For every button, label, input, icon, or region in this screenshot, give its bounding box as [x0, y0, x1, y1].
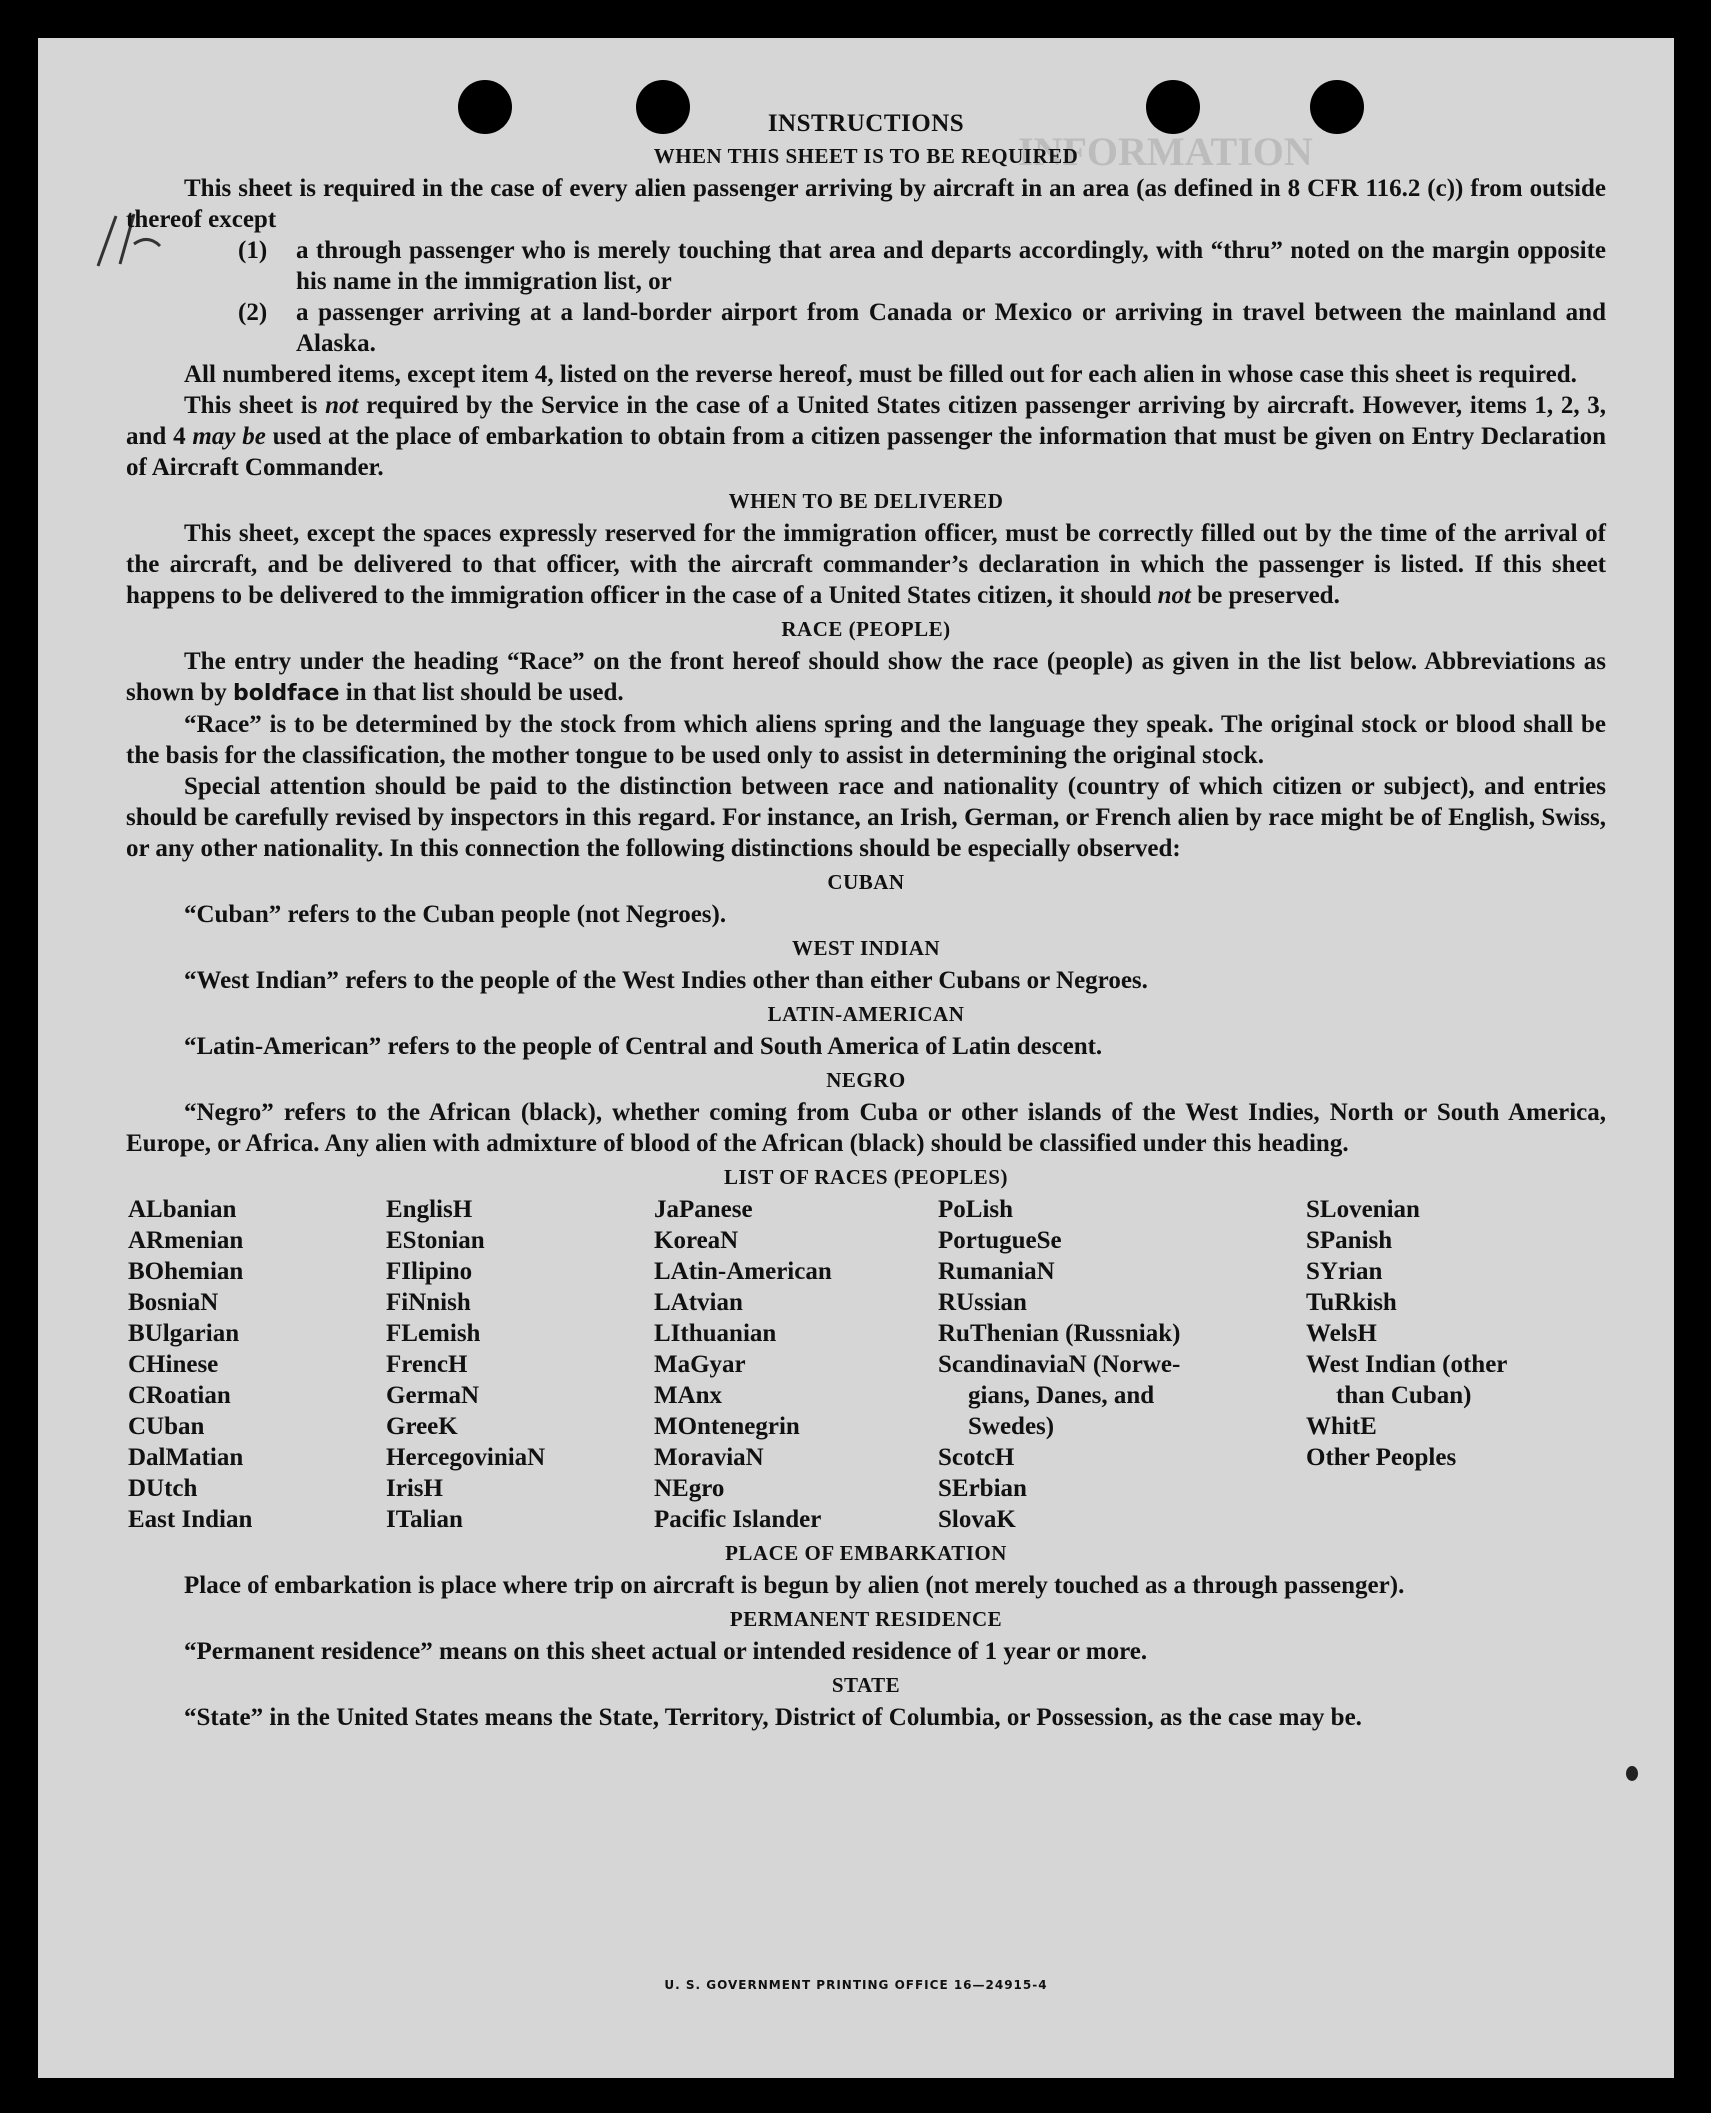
paragraph: “Race” is to be determined by the stock from which aliens spring and the language they speak. The original stock or blood shall be the basis for the classification, the mother tongue to be used only to assist in determining the original stock. — [126, 711, 1606, 769]
race-entry: SErbian — [938, 1475, 1027, 1502]
race-entry: LAtin-American — [654, 1258, 832, 1285]
race-entry: RUssian — [938, 1289, 1027, 1316]
race-entry: HercegoviniaN — [386, 1444, 546, 1471]
race-entry: NEgro — [654, 1475, 725, 1502]
race-entry: DUtch — [128, 1475, 198, 1502]
race-entry: MaGyar — [654, 1351, 746, 1378]
race-entry: CHinese — [128, 1351, 219, 1378]
paragraph: “State” in the United States means the State, Territory, District of Columbia, or Possession, as the case may be. — [184, 1704, 1362, 1731]
item-number: (2) — [238, 299, 268, 326]
bleed-through-text: INFORMATION — [1018, 129, 1313, 174]
paragraph: The entry under the heading “Race” on the front hereof should show the race (people) as given in the list below. Abbreviations as shown by boldface in that list should be used. — [126, 648, 1606, 706]
paragraph: Special attention should be paid to the distinction between race and nationality (country of which citizen or subject), and entries should be carefully revised by inspectors in this regard. For instance, an Irish, German, or French alien by race might be of English, Swiss, or any other nationality. In this connection the following distinctions should be especially observed: — [126, 773, 1606, 862]
race-entry: ALbanian — [128, 1196, 237, 1223]
race-entry: GreeK — [386, 1413, 458, 1440]
race-column — [654, 1194, 938, 1535]
paragraph: “Latin-American” refers to the people of Central and South America of Latin descent. — [184, 1033, 1103, 1060]
race-entry: PoLish — [938, 1196, 1014, 1223]
race-column — [938, 1194, 1306, 1535]
race-entry: SLovenian — [1306, 1196, 1420, 1223]
race-entry: ARmenian — [128, 1227, 244, 1254]
race-entry: gians, Danes, and — [968, 1382, 1155, 1409]
section-heading: WHEN THIS SHEET IS TO BE REQUIRED — [653, 144, 1079, 168]
instructions-content — [126, 110, 1606, 1733]
section-heading: STATE — [831, 1673, 901, 1697]
paragraph: “West Indian” refers to the people of the West Indies other than either Cubans or Negroes. — [184, 967, 1148, 994]
paragraph: “Permanent residence” means on this sheet actual or intended residence of 1 year or more. — [184, 1638, 1148, 1665]
race-entry: FIlipino — [386, 1258, 473, 1285]
section-heading: NEGRO — [826, 1068, 906, 1092]
race-entry: SYrian — [1306, 1258, 1383, 1285]
list-item — [238, 297, 1606, 359]
race-entry: MoraviaN — [654, 1444, 764, 1471]
race-entry: FiNnish — [386, 1289, 471, 1316]
race-entry: SlovaK — [938, 1506, 1016, 1533]
section-heading: WHEN TO BE DELIVERED — [728, 489, 1004, 513]
race-entry: WhitE — [1306, 1413, 1377, 1440]
paragraph: All numbered items, except item 4, listed on the reverse hereof, must be filled out for each alien in whose case this sheet is required. — [184, 361, 1577, 388]
paragraph: “Cuban” refers to the Cuban people (not Negroes). — [184, 901, 727, 928]
race-entry: ScotcH — [938, 1444, 1015, 1471]
item-number: (1) — [238, 237, 268, 264]
race-entry: West Indian (other — [1306, 1351, 1508, 1378]
race-entry: FLemish — [386, 1320, 481, 1347]
race-entry: WelsH — [1306, 1320, 1377, 1347]
paragraph: This sheet is required in the case of every alien passenger arriving by aircraft in an area (as defined in 8 CFR 116.2 (c)) from outside thereof except — [126, 175, 1606, 233]
race-entry: EStonian — [386, 1227, 485, 1254]
race-entry: ITalian — [386, 1506, 463, 1533]
race-entry: ScandinaviaN (Norwe- — [938, 1351, 1181, 1378]
ink-speck — [1626, 1766, 1638, 1781]
section-heading: LATIN-AMERICAN — [767, 1002, 965, 1026]
race-entry: LIthuanian — [654, 1320, 777, 1347]
race-entry: RuThenian (Russniak) — [938, 1320, 1181, 1347]
race-entry: Other Peoples — [1306, 1444, 1457, 1471]
race-entry: LAtvian — [654, 1289, 743, 1316]
paragraph: This sheet, except the spaces expressly reserved for the immigration officer, must be correctly filled out by the time of the arrival of the aircraft, and be delivered to that officer, with the aircraft commander’s declaration in which the passenger is listed. If this sheet happens to be delivered to the immigration officer in the case of a United States citizen, it should not be preserved. — [126, 520, 1606, 609]
race-column — [128, 1194, 386, 1535]
race-entry: RumaniaN — [938, 1258, 1055, 1285]
race-entry: BOhemian — [128, 1258, 244, 1285]
race-entry: Pacific Islander — [654, 1506, 822, 1533]
race-column — [386, 1194, 654, 1535]
race-entry: CUban — [128, 1413, 205, 1440]
race-entry: CRoatian — [128, 1382, 231, 1409]
race-entry: MAnx — [654, 1382, 723, 1409]
race-entry: IrisH — [386, 1475, 443, 1502]
race-entry: DalMatian — [128, 1444, 244, 1471]
paragraph: This sheet is not required by the Service in the case of a United States citizen passenger arriving by aircraft. However, items 1, 2, 3, and 4 may be used at the place of embarkation to obtain from a citizen passenger the information that must be given on Entry Declaration of Aircraft Commander. — [126, 392, 1607, 481]
race-entry: TuRkish — [1306, 1289, 1397, 1316]
race-column — [1306, 1194, 1586, 1535]
race-entry: JaPanese — [654, 1196, 753, 1223]
race-entry: KoreaN — [654, 1227, 739, 1254]
race-entry: PortugueSe — [938, 1227, 1062, 1254]
list-item — [238, 235, 1606, 297]
item-text: a through passenger who is merely touching that area and departs accordingly, with “thru” noted on the margin opposite his name in the immigration list, or — [296, 237, 1606, 295]
section-heading: LIST OF RACES (PEOPLES) — [724, 1165, 1008, 1189]
page-title: INSTRUCTIONS — [767, 110, 965, 137]
section-heading: PERMANENT RESIDENCE — [729, 1607, 1003, 1631]
race-list — [128, 1194, 1606, 1535]
race-entry: FrencH — [386, 1351, 468, 1378]
race-entry: East Indian — [128, 1506, 253, 1533]
race-entry: BosniaN — [128, 1289, 219, 1316]
race-entry: than Cuban) — [1336, 1382, 1472, 1409]
race-entry: Swedes) — [968, 1413, 1055, 1440]
document-sheet — [38, 38, 1674, 2078]
race-entry: SPanish — [1306, 1227, 1393, 1254]
paragraph: “Negro” refers to the African (black), whether coming from Cuba or other islands of the West Indies, North or South America, Europe, or Africa. Any alien with admixture of blood of the African (black) should be classified under this heading. — [126, 1099, 1606, 1157]
section-heading: CUBAN — [827, 870, 905, 894]
section-heading: RACE (PEOPLE) — [781, 617, 951, 641]
race-entry: BUlgarian — [128, 1320, 240, 1347]
race-entry: EnglisH — [386, 1196, 473, 1223]
printer-imprint: U. S. GOVERNMENT PRINTING OFFICE 16—24915-4 — [664, 1978, 1048, 1992]
section-heading: WEST INDIAN — [791, 936, 941, 960]
item-text: a passenger arriving at a land-border airport from Canada or Mexico or arriving in travel between the mainland and Alaska. — [296, 299, 1606, 357]
race-entry: GermaN — [386, 1382, 480, 1409]
section-heading: PLACE OF EMBARKATION — [725, 1541, 1007, 1565]
paragraph: Place of embarkation is place where trip on aircraft is begun by alien (not merely touched as a through passenger). — [184, 1572, 1405, 1599]
race-entry: MOntenegrin — [654, 1413, 800, 1440]
